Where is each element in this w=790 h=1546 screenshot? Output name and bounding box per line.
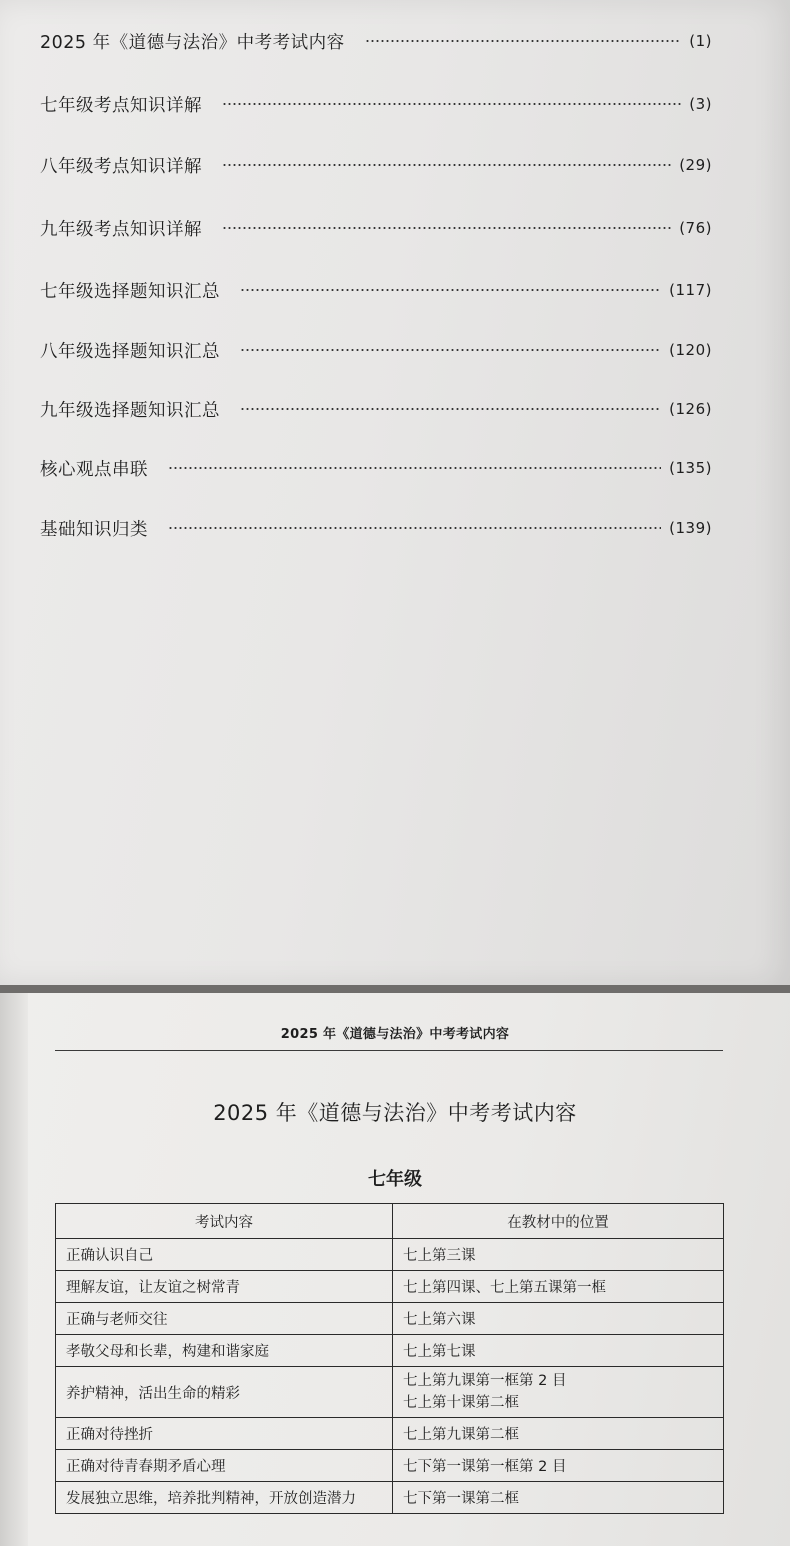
- toc-entry-title: 九年级考点知识详解: [40, 219, 202, 240]
- table-row: [56, 1335, 724, 1367]
- page-title: 2025 年《道德与法治》中考考试内容: [213, 1101, 577, 1125]
- toc-entry-title: 基础知识归类: [40, 519, 148, 540]
- cell-location: 七上第六课: [393, 1303, 724, 1335]
- toc-entry[interactable]: [40, 513, 712, 543]
- content-page: [0, 993, 790, 1546]
- table-row: [56, 1482, 724, 1514]
- dot-leader: [365, 40, 682, 42]
- toc-entry-title: 八年级选择题知识汇总: [40, 341, 220, 362]
- book-gutter: [0, 993, 28, 1546]
- cell-location: 七下第一课第二框: [393, 1482, 724, 1514]
- header-rule: [55, 1050, 723, 1051]
- toc-entry[interactable]: [40, 394, 712, 424]
- toc-entry-page: (139): [669, 519, 712, 537]
- table-row: [56, 1367, 724, 1418]
- toc-entry-page: (120): [669, 341, 712, 359]
- toc-entry-page: (29): [679, 156, 712, 174]
- toc-entry-page: (135): [669, 459, 712, 477]
- cell-content: 正确对待青春期矛盾心理: [56, 1450, 393, 1482]
- toc-entry-title: 核心观点串联: [40, 459, 148, 480]
- toc-entry-title: 七年级考点知识详解: [40, 95, 202, 116]
- toc-entry-page: (117): [669, 281, 712, 299]
- dot-leader: [168, 467, 661, 469]
- dot-leader: [222, 227, 671, 229]
- dot-leader: [240, 349, 661, 351]
- dot-leader: [240, 408, 661, 410]
- toc-entry[interactable]: [40, 335, 712, 365]
- table-row: [56, 1303, 724, 1335]
- cell-location: 七上第四课、七上第五课第一框: [393, 1271, 724, 1303]
- cell-content: 发展独立思维，培养批判精神，开放创造潜力: [56, 1482, 393, 1514]
- table-header-row: [56, 1204, 724, 1239]
- cell-content: 正确对待挫折: [56, 1418, 393, 1450]
- cell-location-line: 七上第九课第一框第 2 目: [403, 1373, 567, 1389]
- table-row: [56, 1450, 724, 1482]
- toc-entry[interactable]: [40, 213, 712, 243]
- table-row: [56, 1418, 724, 1450]
- toc-entry[interactable]: [40, 453, 712, 483]
- dot-leader: [168, 527, 661, 529]
- cell-location-line: 七上第十课第二框: [403, 1395, 519, 1411]
- cell-location: 七下第一课第一框第 2 目: [393, 1450, 724, 1482]
- exam-content-table: [55, 1203, 724, 1514]
- cell-location: 七上第三课: [393, 1239, 724, 1271]
- toc-entry-page: (3): [689, 95, 712, 113]
- cell-content: 理解友谊，让友谊之树常青: [56, 1271, 393, 1303]
- toc-entry-page: (76): [679, 219, 712, 237]
- dot-leader: [222, 164, 671, 166]
- dot-leader: [222, 103, 681, 105]
- dot-leader: [240, 289, 661, 291]
- grade-heading: 七年级: [368, 1169, 422, 1190]
- toc-entry[interactable]: [40, 89, 712, 119]
- toc-entry-page: (126): [669, 400, 712, 418]
- cell-location: [393, 1367, 724, 1418]
- cell-content: 孝敬父母和长辈，构建和谐家庭: [56, 1335, 393, 1367]
- toc-entry[interactable]: [40, 26, 712, 56]
- cell-location: 七上第七课: [393, 1335, 724, 1367]
- cell-content: 养护精神，活出生命的精彩: [56, 1367, 393, 1418]
- table-row: [56, 1271, 724, 1303]
- toc-entry-title: 七年级选择题知识汇总: [40, 281, 220, 302]
- running-head: 2025 年《道德与法治》中考考试内容: [280, 1027, 510, 1042]
- toc-entry-title: 九年级选择题知识汇总: [40, 400, 220, 421]
- cell-location: 七上第九课第二框: [393, 1418, 724, 1450]
- cell-content: 正确认识自己: [56, 1239, 393, 1271]
- toc-entry-title: 八年级考点知识详解: [40, 156, 202, 177]
- toc-entry[interactable]: [40, 150, 712, 180]
- table-row: [56, 1239, 724, 1271]
- toc-entry[interactable]: [40, 275, 712, 305]
- toc-entry-page: (1): [689, 32, 712, 50]
- column-header-location: 在教材中的位置: [393, 1204, 724, 1239]
- column-header-content: 考试内容: [56, 1204, 393, 1239]
- cell-content: 正确与老师交往: [56, 1303, 393, 1335]
- toc-entry-title: 2025 年《道德与法治》中考考试内容: [40, 32, 345, 53]
